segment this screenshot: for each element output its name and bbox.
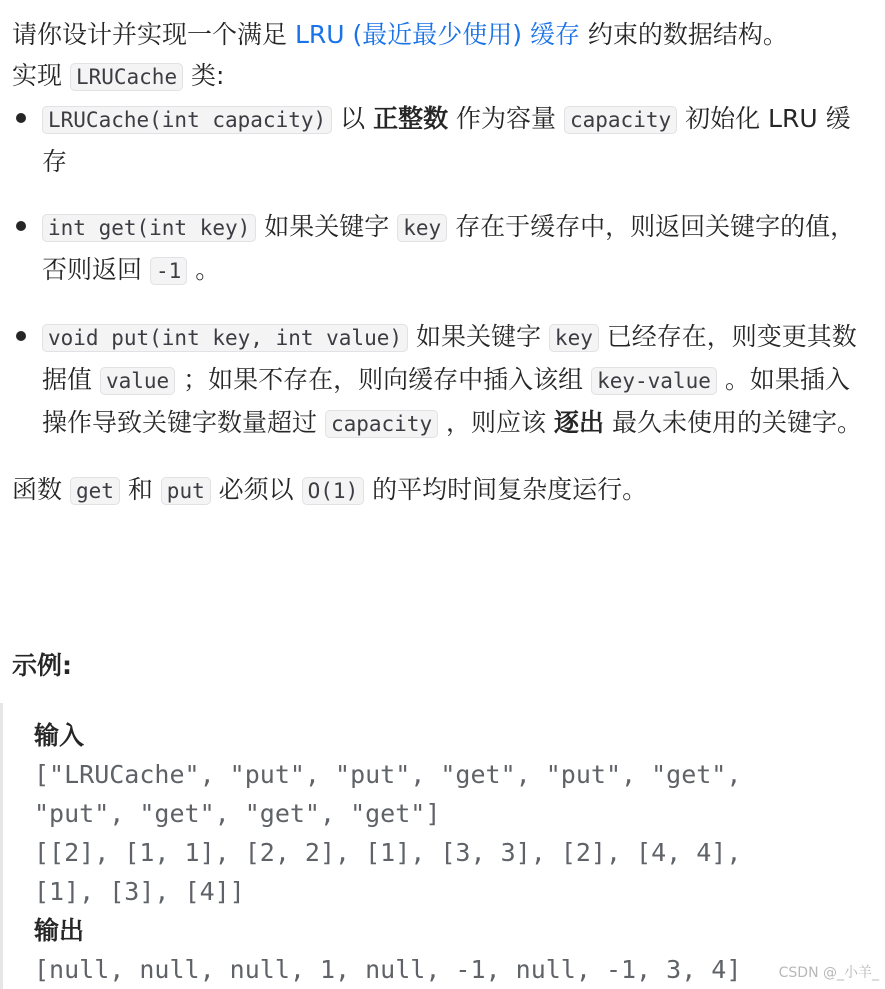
bullet-text: 作为容量 <box>448 104 564 133</box>
input-line: "put", "get", "get", "get"] <box>34 799 441 828</box>
bullet-text: 初始化 LRU 缓存 <box>42 104 851 176</box>
list-item <box>12 206 874 292</box>
key-code: key <box>397 214 447 242</box>
put-signature-code: void put(int key, int value) <box>42 324 408 352</box>
output-label: 输出 <box>34 916 85 945</box>
complexity-text: 和 <box>119 475 161 504</box>
constructor-signature-code: LRUCache(int capacity) <box>42 106 332 134</box>
get-code: get <box>70 477 120 505</box>
example-title: 示例: <box>12 651 72 680</box>
bullet-text: 。 <box>187 255 221 284</box>
problem-description <box>12 14 874 512</box>
intro-text-1: 请你设计并实现一个满足 <box>12 20 295 49</box>
complexity-text: 必须以 <box>210 475 302 504</box>
list-item <box>12 316 874 445</box>
capacity-code: capacity <box>325 410 438 438</box>
input-line: [[2], [1, 1], [2, 2], [1], [3, 3], [2], [4, 4], <box>34 838 742 867</box>
bullet-text: 存在于缓存中，则返回关键字的值，否则返回 <box>42 212 856 284</box>
intro-text-4: 类: <box>183 61 225 90</box>
input-line: [1], [3], [4]] <box>34 877 245 906</box>
bullet-text: 如果关键字 <box>408 322 549 351</box>
value-code: value <box>100 367 175 395</box>
example-block <box>0 703 862 989</box>
minus-one-code: -1 <box>150 257 187 285</box>
output-line: [null, null, null, 1, null, -1, null, -1, 3, 4] <box>34 955 742 984</box>
key-code: key <box>549 324 599 352</box>
bullet-text: 。如果插入操作导致关键字数量超过 <box>42 365 850 437</box>
method-list <box>12 98 874 445</box>
bullet-dot <box>16 221 26 231</box>
list-item <box>12 98 874 182</box>
bullet-text: ，则应该 <box>438 408 555 437</box>
intro-text-3: 实现 <box>12 61 70 90</box>
lrucache-class-code: LRUCache <box>70 63 183 91</box>
get-signature-code: int get(int key) <box>42 214 256 242</box>
intro-paragraph <box>12 14 874 98</box>
complexity-paragraph <box>12 469 874 512</box>
bullet-text: 最久未使用的关键字。 <box>604 408 862 437</box>
evict-bold: 逐出 <box>554 408 605 437</box>
lru-cache-link[interactable]: LRU (最近最少使用) 缓存 <box>294 20 580 49</box>
bullet-dot <box>16 331 26 341</box>
input-label: 输入 <box>34 721 85 750</box>
key-value-code: key-value <box>591 367 717 395</box>
complexity-text: 的平均时间复杂度运行。 <box>364 475 648 504</box>
bullet-dot <box>16 113 26 123</box>
complexity-text: 函数 <box>12 475 70 504</box>
csdn-watermark: CSDN @_小羊_ <box>778 965 879 981</box>
input-line: ["LRUCache", "put", "put", "get", "put", "get", <box>34 760 742 789</box>
big-o-code: O(1) <box>302 477 365 505</box>
bullet-text: 已经存在，则变更其数据值 <box>42 322 857 394</box>
bullet-text: ；如果不存在，则向缓存中插入该组 <box>175 365 592 394</box>
bullet-text: 以 <box>332 104 374 133</box>
capacity-code: capacity <box>564 106 677 134</box>
bullet-text: 如果关键字 <box>256 212 398 241</box>
put-code: put <box>161 477 211 505</box>
positive-integer-bold: 正整数 <box>373 104 449 133</box>
intro-text-2: 约束的数据结构。 <box>579 20 788 49</box>
